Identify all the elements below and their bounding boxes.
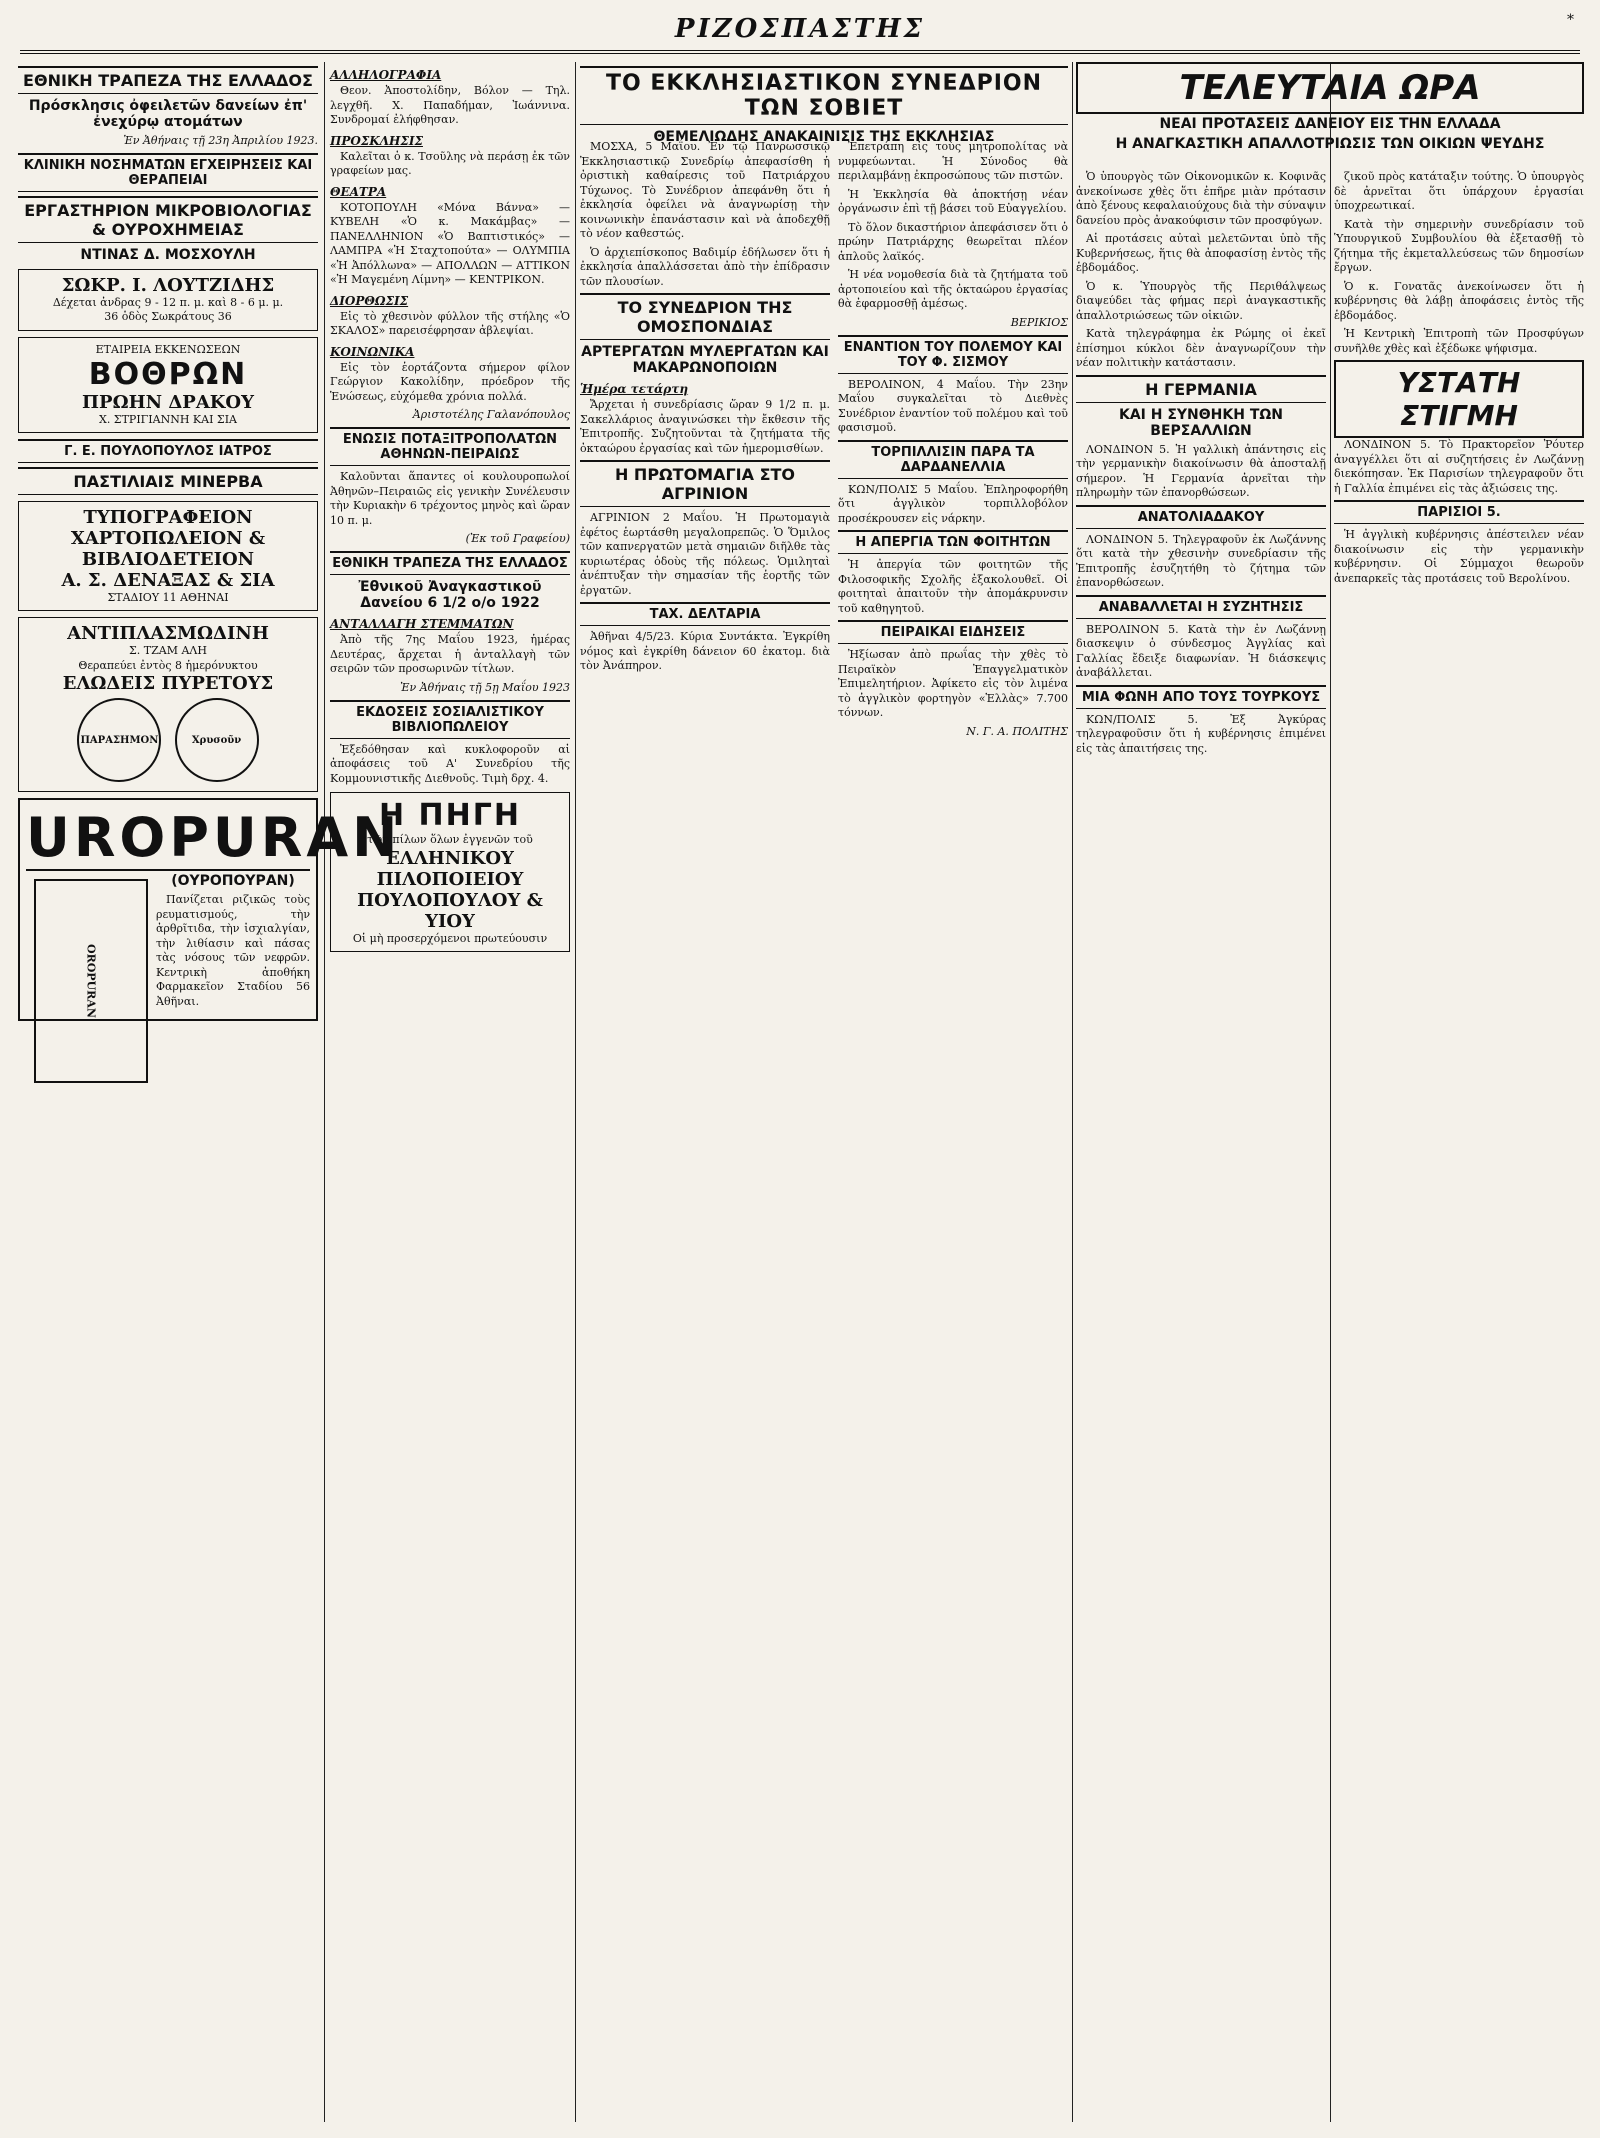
right-headline <box>1076 62 1584 156</box>
piraeus-text: Ἠξίωσαν ἀπὸ πρωΐας τὴν χθὲς τὸ Πειραϊκὸν Ἐπαγγελματικὸν Ἐπιμελητήριον. Ἀφίκετο εἰς τὸν λιμένα τὸ ἀγγλικὸν φορτηγὸν «Ἑλλὰς» 7.700 τόννων. <box>838 648 1068 720</box>
poulopoulos-ad: Γ. Ε. ΠΟΥΛΟΠΟΥΛΟΣ ΙΑΤΡΟΣ <box>18 439 318 463</box>
antiplasmodine-sub: Σ. ΤΖΑΜ ΑΛΗ <box>129 644 207 658</box>
mayday-heading: Η ΠΡΩΤΟΜΑΓΙΑ ΣΤΟ ΑΓΡΙΝΙΟΝ <box>580 460 830 507</box>
antiplasmodine-line1: Θεραπεύει ἐντὸς 8 ἡμερόνυκτου <box>78 658 258 672</box>
seal-icon: ΠΑΡΑΣΗΜΟΝ <box>77 698 161 782</box>
column-5 <box>1076 170 1326 2122</box>
correspondence-label: ΑΛΛΗΛΟΓΡΑΦΙΑ <box>330 68 442 82</box>
lab-name: ΝΤΙΝΑΣ Δ. ΜΟΣΧΟΥΛΗ <box>80 247 256 263</box>
church-text-1: ΜΟΣΧΑ, 5 Μαΐου. Ἐν τῷ Πανρωσσικῷ Ἐκκλησιαστικῷ Συνεδρίῳ ἀπεφασίσθη ἡ ὀριστικὴ καθαίρεσις τοῦ Πατριάρχου Τύχωνος. Τὸ Συνέδριον ἀπεφάνθη ὅτι ἡ ἐκκλησία ὀφείλει νὰ ἀναγνωρίσῃ τὴν κοινωνικὴν ἐπανάστασιν καὶ νὰ ἀποδεχθῇ τὸ νέον καθεστώς. <box>580 140 830 241</box>
loan-text-3: Ὁ κ. Ὑπουργὸς τῆς Περιθάλψεως διαψεύδει τὰς φήμας περὶ ἀναγκαστικῆς ἀπαλλοτριώσεως τῶν οἰκιῶν. <box>1076 279 1326 322</box>
final-moment-text: ΛΟΝΔΙΝΟΝ 5. Τὸ Πρακτορεῖον Ῥόυτερ ἀναγγέλλει ὅτι αἱ συζητήσεις ἐν Λωζάννῃ διεκόπησαν. Ἐκ Παρισίων τηλεγραφοῦν ὅτι ἡ Γαλλία ἐπιμένει εἰς τὰς ἀξιώσεις της. <box>1334 438 1584 495</box>
bank2-text: Ἀπὸ τῆς 7ης Μαΐου 1923, ἡμέρας Δευτέρας, ἄρχεται ἡ ἀνταλλαγὴ τῶν σειρῶν τῶν προσωρινῶν τίτλων. <box>330 633 570 676</box>
pigi-big: Η ΠΗΓΗ <box>379 798 521 834</box>
soviet-church-heading: ΤΟ ΕΚΚΛΗΣΙΑΣΤΙΚΟΝ ΣΥΝΕΔΡΙΟΝ ΤΩΝ ΣΟΒΙΕΤ <box>580 66 1068 125</box>
typography-street: ΣΤΑΔΙΟΥ 11 ΑΘΗΝΑΙ <box>107 591 229 605</box>
federation-sub: ΑΡΤΕΡΓΑΤΩΝ ΜΥΛΕΡΓΑΤΩΝ ΚΑΙ ΜΑΚΑΡΩΝΟΠΟΙΩΝ <box>581 344 829 377</box>
church-text-5: Τὸ ὅλον δικαστήριον ἀπεφάσισεν ὅτι ὁ πρώην Πατριάρχης θεωρεῖται πλέον ἁπλοῦς λαϊκός. <box>838 220 1068 263</box>
typography-ad <box>18 501 318 611</box>
typography-names: Α. Σ. ΔΕΝΑΞΑΣ & ΣΙΑ <box>61 570 275 592</box>
bank-notice-sub: Πρόσκλησις ὀφειλετῶν δανείων ἐπ' ἐνεχύρῳ ατομάτων <box>28 98 308 130</box>
voth-ad <box>18 337 318 434</box>
germany-heading: Η ΓΕΡΜΑΝΙΑ <box>1076 375 1326 403</box>
bank2-label: ΑΝΤΑΛΛΑΓΗ ΣΤΕΜΜΑΤΩΝ <box>330 617 514 632</box>
berlin-text: ΒΕΡΟΛΙΝΟΝ 5. Κατὰ τὴν ἐν Λωζάννῃ διασκεψιν ὁ σύνδεσμος Ἀγγλίας καὶ Γαλλίας ἔδειξε διαφωνίαν. Ἡ διάσκεψις ἀναβάλλεται. <box>1076 622 1326 680</box>
soviet-church-sub: ΘΕΜΕΛΙΩΔΗΣ ΑΝΑΚΑΙΝΙΣΙΣ ΤΗΣ ΕΚΚΛΗΣΙΑΣ <box>653 129 995 145</box>
gov-text-1: ζικοῦ πρὸς κατάταξιν τούτης. Ὁ ὑπουργὸς δὲ ἀρνεῖται ὅτι ὑπάρχουν ἐργασίαι ὑποχρεωτικαί. <box>1334 170 1584 213</box>
last-hour-heading: ΤΕΛΕΥΤΑΙΑ ΩΡΑ <box>1076 62 1584 114</box>
dardanelles-text: ΚΩΝ/ΠΟΛΙΣ 5 Μαΐου. Ἐπληροφορήθη ὅτι ἀγγλικὸν τορπιλλοβόλον προσέκρουσεν εἰς νάρκην. <box>838 482 1068 525</box>
publications-heading: ΕΚΔΟΣΕΙΣ ΣΟΣΙΑΛΙΣΤΙΚΟΥ ΒΙΒΛΙΟΠΩΛΕΙΟΥ <box>330 700 570 739</box>
pigi-mid: ΕΛΛΗΝΙΚΟΥ ΠΙΛΟΠΟΙΕΙΟΥ <box>376 847 524 890</box>
antiplasmodine-title: ΑΝΤΙΠΛΑΣΜΩΔΙΝΗ <box>67 623 269 645</box>
gov-text-3: Ὁ κ. Γονατᾶς ἀνεκοίνωσεν ὅτι ἡ κυβέρνησις θὰ λάβῃ ἀποφάσεις ἐντὸς τῆς ἑβδομάδος. <box>1334 279 1584 322</box>
postcards-text: Ἀθῆναι 4/5/23. Κύρια Συντάκτα. Ἐγκρίθη νόμος καὶ ἐγκρίθη δάνειον 60 ἑκατομ. διὰ τὸν Ἀνάπηρον. <box>580 630 830 673</box>
antiplasmodine-line2: ΕΛΩΔΕΙΣ ΠΥΡΕΤΟΥΣ <box>62 673 274 695</box>
federation-label: Ἡμέρα τετάρτη <box>580 382 689 397</box>
piraeus-heading: ΠΕΙΡΑΙΚΑΙ ΕΙΔΗΣΕΙΣ <box>838 620 1068 644</box>
invitation-label: ΠΡΟΣΚΛΗΣΙΣ <box>330 133 423 148</box>
bottle-icon: OROPURAN <box>34 879 148 1083</box>
church-text-2: Ὁ ἀρχιεπίσκοπος Βαδιμίρ ἐδήλωσεν ὅτι ἡ ἐκκλησία ἀπαλλάσσεται ἀπὸ τὴν ἐπίδρασιν τῶν πλουσίων. <box>580 245 830 288</box>
column-2 <box>330 62 570 2122</box>
mayday-text: ΑΓΡΙΝΙΟΝ 2 Μαΐου. Ἡ Πρωτομαγιὰ ἐφέτος ἑωρτάσθη μεγαλοπρεπῶς. Ὁ Ὅμιλος τῶν καπνεργατῶν μετὰ σημαιῶν διῆλθε τὰς κυριωτέρας ὁδοὺς τῆς πόλεως. Ὁμιληταὶ ἀνέπτυξαν τὴν σημασίαν τῆς ἑορτῆς τῶν ἐργατῶν. <box>580 511 830 597</box>
anatolia-text: ΛΟΝΔΙΝΟΝ 5. Τηλεγραφοῦν ἐκ Λωζάννης ὅτι κατὰ τὴν χθεσινὴν συνεδρίασιν τῆς Ἐπιτροπῆς ἐσυζητήθη τὸ ζήτημα τῶν ἐπανορθώσεων. <box>1076 532 1326 590</box>
social-label: ΚΟΙΝΩΝΙΚΑ <box>330 344 415 359</box>
newspaper-title: ΡΙΖΟΣΠΑΣΤΗΣ <box>674 14 926 44</box>
clinic-heading: ΚΛΙΝΙΚΗ ΝΟΣΗΜΑΤΩΝ ΕΓΧΕΙΡΗΣΕΙΣ ΚΑΙ ΘΕΡΑΠΕΙΑΙ <box>18 153 318 192</box>
paris-text: Ἡ ἀγγλικὴ κυβέρνησις ἀπέστειλεν νέαν διακοίνωσιν εἰς τὴν γερμανικὴν κυβέρνησιν. Οἱ Σύμμαχοι θεωροῦν ἀνεπαρκεῖς τὰς προτάσεις τοῦ Βερολίνου. <box>1334 528 1584 585</box>
germany-text: ΛΟΝΔΙΝΟΝ 5. Ἡ γαλλικὴ ἀπάντησις εἰς τὴν γερμανικὴν διακοίνωσιν θὰ ἀποσταλῇ σήμερον. Ἡ Γερμανία ἀρνεῖται τὴν πληρωμὴν τῶν ἐπανορθώσεων. <box>1076 442 1326 500</box>
federation-sig: ΒΕΡΙΚΙΟΣ <box>1010 315 1068 329</box>
loan-text-1: Ὁ ὑπουργὸς τῶν Οἰκονομικῶν κ. Κοφινᾶς ἀνεκοίνωσε χθὲς ὅτι ἐπῆρε μιὰν πρότασιν ἀπὸ ξένους κεφαλαιούχους διὰ τὴν σύναψιν δανείου πρὸς ἀνακούφισιν τῶν προσφύγων. <box>1076 170 1326 227</box>
students-strike-heading: Η ΑΠΕΡΓΙΑ ΤΩΝ ΦΟΙΤΗΤΩΝ <box>838 530 1068 554</box>
uropuran-ad <box>18 798 402 1021</box>
federation-text-2: Ἡ νέα νομοθεσία διὰ τὰ ζητήματα τοῦ ἀρτοποιείου καὶ τῆς ὀκταώρου ἐργασίας θὰ ἐφαρμοσθῇ ἀμέσως. <box>838 268 1068 311</box>
lab-heading: ΕΡΓΑΣΤΗΡΙΟΝ ΜΙΚΡΟΒΙΟΛΟΓΙΑΣ & ΟΥΡΟΧΗΜΕΙΑΣ <box>18 196 318 243</box>
uropuran-text: Πανίζεται ριζικῶς τοὺς ρευματισμούς, τὴν ἀρθρῖτιδα, τὴν ἰσχιαλγίαν, τὴν λιθίασιν καὶ πάσας τὰς νόσους τῶν νεφρῶν. Κεντρικὴ ἀποθήκη Φαρμακεῖον Σταδίου 56 Ἀθῆναι. <box>156 893 310 1008</box>
students-strike-text: Ἡ ἀπεργία τῶν φοιτητῶν τῆς Φιλοσοφικῆς Σχολῆς ἐξακολουθεῖ. Οἱ φοιτηταὶ ἀπαιτοῦν τὴν ἀπομάκρυνσιν τοῦ καθηγητοῦ. <box>838 558 1068 615</box>
column-6 <box>1334 170 1584 2122</box>
berlin-heading: ΑΝΑΒΑΛΛΕΤΑΙ Η ΣΥΖΗΤΗΣΙΣ <box>1076 595 1326 619</box>
medal-icon: Χρυσοῦν <box>175 698 259 782</box>
correction-label: ΔΙΟΡΘΩΣΙΣ <box>330 293 409 308</box>
social-text: Εἰς τὸν ἑορτάζοντα σήμερον φίλον Γεώργιον Κακολίδην, πρόεδρον τῆς Ἑνώσεως, εὐχόμεθα χρόνια πολλά. <box>330 360 570 403</box>
union-heading: ΕΝΩΣΙΣ ΠΟΤΑΞΙΤΡΟΠΟΛΑΤΩΝ ΑΘΗΝΩΝ-ΠΕΙΡΑΙΩΣ <box>330 427 570 466</box>
turks-heading: ΜΙΑ ΦΩΝΗ ΑΠΟ ΤΟΥΣ ΤΟΥΡΚΟΥΣ <box>1076 685 1326 709</box>
pigi-small: τῶν πίλων ὅλων ἐγγενῶν τοῦ <box>367 833 533 847</box>
war-heading: ΕΝΑΝΤΙΟΝ ΤΟΥ ΠΟΛΕΜΟΥ ΚΑΙ ΤΟΥ Φ. ΣΙΣΜΟΥ <box>838 335 1068 374</box>
doctor-address: 36 ὁδὸς Σωκράτους 36 <box>104 310 232 324</box>
gov-text-4: Ἡ Κεντρικὴ Ἐπιτροπὴ τῶν Προσφύγων συνῆλθε χθὲς καὶ ἐξέδωκε ψήφισμα. <box>1334 327 1584 355</box>
loan-text-2: Αἱ προτάσεις αὐταὶ μελετῶνται ὑπὸ τῆς Κυβερνήσεως, ἥτις θὰ ἀποφασίσῃ ἐντὸς τῆς ἑβδομάδος. <box>1076 232 1326 275</box>
federation-heading: ΤΟ ΣΥΝΕΔΡΙΟΝ ΤΗΣ ΟΜΟΣΠΟΝΔΙΑΣ <box>580 293 830 340</box>
war-text: ΒΕΡΟΛΙΝΟΝ, 4 Μαΐου. Τὴν 23ην Μαΐου συγκαλεῖται τὸ Διεθνὲς Συνέδριον ἐναντίον τοῦ πολέμου καὶ τοῦ φασισμοῦ. <box>838 377 1068 435</box>
voth-sub: ΠΡΩΗΝ ΔΡΑΚΟΥ <box>82 391 254 413</box>
theatres-text: ΚΟΤΟΠΟΥΛΗ «Μόνα Βάννα» — ΚΥΒΕΛΗ «Ὁ κ. Μακάμβας» — ΠΑΝΕΛΛΗΝΙΟΝ «Ὁ Βαπτιστικός» — ΛΑΜΠΡΑ «Ἡ Σταχτοπούτα» — ΟΛΥΜΠΙΑ «Ἡ Ἀπόλλωνα» — ΑΠΟΛΛΩΝ — ΑΤΤΙΚΟΝ «Ἡ Μαγεμένη Λίμνη» — ΚΕΝΤΡΙΚΟΝ. <box>330 200 570 287</box>
typography-heading: ΤΥΠΟΓΡΑΦΕΙΟΝ ΧΑΡΤΟΠΩΛΕΙΟΝ & ΒΙΒΛΙΟΔΕΤΕΙΟΝ <box>70 507 266 571</box>
correction-text: Εἰς τὸ χθεσινὸν φύλλον τῆς στήλης «Ὁ ΣΚΑΛΟΣ» παρεισέφρησαν ἀβλεψίαι. <box>330 309 570 338</box>
masthead-mark: * <box>1567 12 1574 28</box>
bank-notice-sig: Ἐν Ἀθήναις τῇ 23η Ἀπριλίου 1923. <box>123 134 318 147</box>
correspondence-text: Θεον. Ἀποστολίδην, Βόλον — Τηλ. λεγχθῆ. Χ. Παπαδήμαν, Ἰωάννινα. Συνδρομαί ἐλήφθησαν. <box>330 84 570 127</box>
bank2-sub: Ἐθνικοῦ Ἀναγκαστικοῦ Δανείου 6 1/2 ο/ο 1922 <box>358 579 542 612</box>
gov-text-2: Κατὰ τὴν σημερινὴν συνεδρίασιν τοῦ Ὑπουργικοῦ Συμβουλίου θὰ ἐξετασθῇ τὸ ζήτημα τῆς ἐκμεταλλεύσεως τῶν δημοσίων ἔργων. <box>1334 217 1584 275</box>
pigi-names: ΠΟΥΛΟΠΟΥΛΟΥ & ΥΙΟΥ <box>357 889 543 932</box>
federation-text: Ἄρχεται ἡ συνεδρίασις ὥραν 9 1/2 π. μ. Σακελλάριος ἀναγινώσκει τὴν ἔκθεσιν τῆς Ἐπιτροπῆς. Συζητοῦνται τὰ ζητήματα τῆς ὀκταώρου ἐργασίας καὶ τῶν ἡμερομισθίων. <box>580 398 830 455</box>
dardanelles-heading: ΤΟΡΠΙΛΛΙΣΙΝ ΠΑΡΑ ΤΑ ΔΑΡΔΑΝΕΛΛΙΑ <box>838 440 1068 479</box>
social-sig: Ἀριστοτέλης Γαλανόπουλος <box>412 408 570 422</box>
center-headline <box>580 62 1068 149</box>
column-4 <box>838 140 1068 2122</box>
last-hour-sub-1: ΝΕΑΙ ΠΡΟΤΑΣΕΙΣ ΔΑΝΕΙΟΥ ΕΙΣ ΤΗΝ ΕΛΛΑΔΑ <box>1159 116 1501 132</box>
doctor-ad <box>18 269 318 331</box>
church-text-3: Ἐπετράπη εἰς τοὺς μητροπολίτας νὰ νυμφεύωνται. Ἡ Σύνοδος θὰ περιλαμβάνῃ ἐκπροσώπους τῶν πιστῶν. <box>838 140 1068 183</box>
minerva-ad: ΠΑΣΤΙΛΙΑΙΣ ΜΙΝΕΡΒΑ <box>18 467 318 495</box>
bank-notice-heading: ΕΘΝΙΚΗ ΤΡΑΠΕΖΑ ΤΗΣ ΕΛΛΑΔΟΣ <box>18 66 318 94</box>
pigi-end: Οἱ μὴ προσερχόμενοι πρωτεύουσιν <box>352 931 548 945</box>
bank2-heading: ΕΘΝΙΚΗ ΤΡΑΠΕΖΑ ΤΗΣ ΕΛΛΑΔΟΣ <box>330 551 570 575</box>
voth-top: ΕΤΑΙΡΕΙΑ ΕΚΚΕΝΩΣΕΩΝ <box>95 342 241 356</box>
bank2-sig: Ἐν Ἀθήναις τῇ 5ῃ Μαΐου 1923 <box>400 680 570 694</box>
union-text: Καλοῦνται ἅπαντες οἱ κουλουροπωλοί Ἀθηνῶν–Πειραιῶς εἰς γενικὴν Συνέλευσιν τὴν Κυριακὴν 6 τρέχοντος μηνὸς καὶ ὥραν 10 π. μ. <box>330 470 570 527</box>
uropuran-brand: UROPURAN <box>26 806 402 870</box>
doctor-hours: Δέχεται ἀνδρας 9 - 12 π. μ. καὶ 8 - 6 μ. μ. <box>52 296 284 309</box>
voth-names: Χ. ΣΤΡΙΓΙΑΝΝΗ ΚΑΙ ΣΙΑ <box>98 412 237 426</box>
loan-text-4: Κατὰ τηλεγράφημα ἐκ Ρώμης οἱ ἐκεῖ ἐπίσημοι κύκλοι δὲν ἀναγνωρίζουν τὴν νέαν πολιτικὴν κατάστασιν. <box>1076 327 1326 370</box>
theatres-label: ΘΕΑΤΡΑ <box>330 184 387 199</box>
pigi-ad <box>330 792 570 952</box>
uropuran-sub: (ΟΥΡΟΠΟΥΡΑΝ) <box>171 873 295 890</box>
publications-text: Ἐξεδόθησαν καὶ κυκλοφοροῦν αἱ ἀποφάσεις τοῦ Α' Συνεδρίου τῆς Κομμουνιστικῆς Διεθνοῦς. Τιμὴ δρχ. 4. <box>330 742 570 785</box>
turks-text: ΚΩΝ/ΠΟΛΙΣ 5. Ἐξ Ἀγκύρας τηλεγραφοῦσιν ὅτι ἡ κυβέρνησις ἐπιμένει εἰς τὰς ἀπαιτήσεις της. <box>1076 712 1326 755</box>
postcards-heading: ΤΑΧ. ΔΕΛΤΑΡΙΑ <box>580 602 830 626</box>
doctor-name: ΣΩΚΡ. Ι. ΛΟΥΤΖΙΔΗΣ <box>61 275 275 296</box>
end-sig: Ν. Γ. Α. ΠΟΛΙΤΗΣ <box>966 724 1068 738</box>
anatolia-heading: ΑΝΑΤΟΛΙΑΔΑΚΟΥ <box>1076 505 1326 529</box>
column-3 <box>580 140 830 2122</box>
masthead <box>20 10 1580 54</box>
germany-sub: ΚΑΙ Η ΣΥΝΘΗΚΗ ΤΩΝ ΒΕΡΣΑΛΛΙΩΝ <box>1118 406 1283 439</box>
last-hour-sub-2: Η ΑΝΑΓΚΑΣΤΙΚΗ ΑΠΑΛΛΟΤΡΙΩΣΙΣ ΤΩΝ ΟΙΚΙΩΝ ΨΕΥΔΗΣ <box>1115 136 1545 152</box>
voth-big: ΒΟΘΡΩΝ <box>88 356 248 392</box>
invitation-text: Καλεῖται ὁ κ. Τσοῦλης νὰ περάσῃ ἐκ τῶν γραφείων μας. <box>330 149 570 178</box>
paris-heading: ΠΑΡΙΣΙΟΙ 5. <box>1334 500 1584 524</box>
union-sig: (Ἐκ τοῦ Γραφείου) <box>465 532 570 546</box>
church-text-4: Ἡ Ἐκκλησία θὰ ἀποκτήσῃ νέαν ὀργάνωσιν ἐπὶ τῇ βάσει τοῦ Εὐαγγελίου. <box>838 187 1068 216</box>
final-moment-heading: ΥΣΤΑΤΗ ΣΤΙΓΜΗ <box>1334 360 1584 438</box>
antiplasmodine-ad <box>18 617 318 792</box>
